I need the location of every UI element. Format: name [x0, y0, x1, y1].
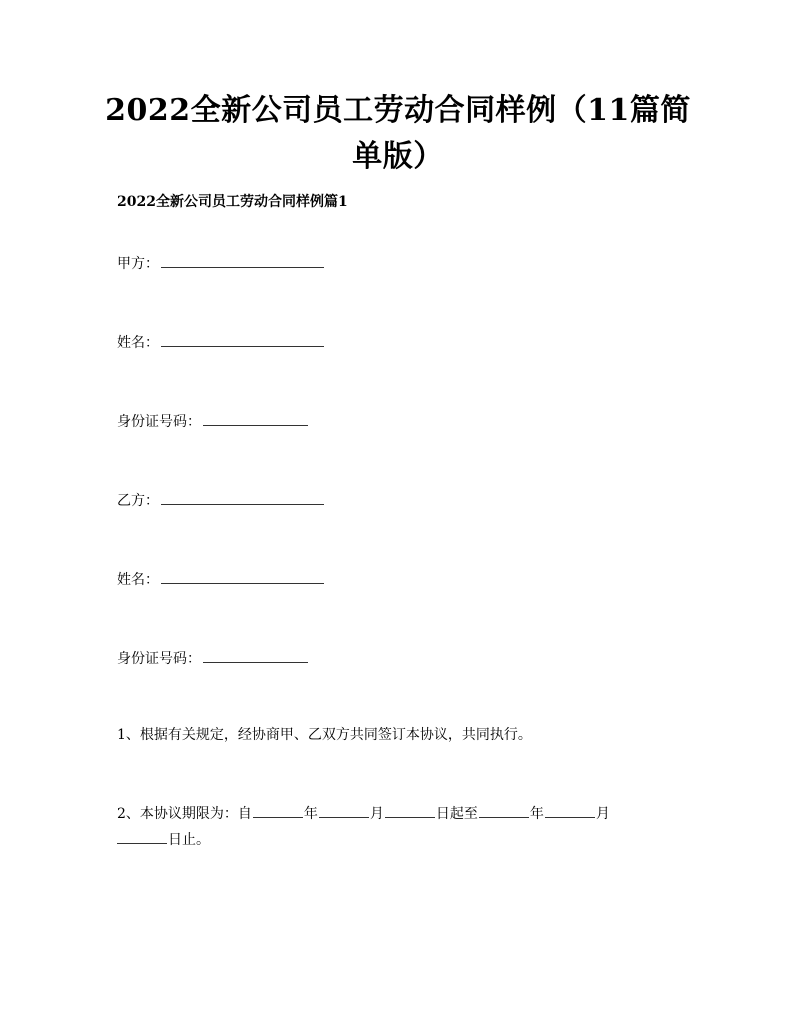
party-a-id-blank [203, 411, 308, 426]
party-a-id-field [117, 411, 308, 432]
end-year-blank [479, 803, 529, 818]
party-b-id-blank [203, 648, 308, 663]
clause-2-day-start: 日起至 [435, 806, 478, 822]
party-b-name-label: 姓名： [117, 572, 159, 588]
start-year-blank [253, 803, 303, 818]
clause-2 [117, 801, 677, 853]
party-b-label: 乙方： [117, 493, 159, 509]
clause-2-month-2: 月 [595, 806, 610, 822]
party-b-field [117, 490, 324, 511]
end-day-blank [117, 829, 167, 844]
start-day-blank [385, 803, 435, 818]
start-month-blank [319, 803, 369, 818]
party-a-name-blank [161, 332, 324, 347]
clause-2-day-end: 日止。 [168, 832, 210, 848]
party-b-blank [161, 490, 324, 505]
party-a-label: 甲方： [117, 256, 159, 272]
party-a-name-field [117, 332, 324, 353]
party-b-name-field [117, 569, 324, 590]
clause-2-year-1: 年 [303, 806, 318, 822]
clause-2-prefix: 2、本协议期限为：自 [117, 806, 252, 822]
document-title: 2022全新公司员工劳动合同样例（11篇简单版） [105, 93, 691, 174]
party-a-id-label: 身份证号码： [117, 414, 201, 430]
party-a-field [117, 253, 324, 274]
clause-1: 1、根据有关规定，经协商甲、乙双方共同签订本协议，共同执行。 [117, 727, 532, 743]
section-heading: 2022全新公司员工劳动合同样例篇1 [117, 194, 348, 210]
party-b-name-blank [161, 569, 324, 584]
party-b-id-field [117, 648, 308, 669]
end-month-blank [545, 803, 595, 818]
party-a-blank [161, 253, 324, 268]
clause-2-month-1: 月 [369, 806, 384, 822]
clause-2-year-2: 年 [529, 806, 544, 822]
party-b-id-label: 身份证号码： [117, 651, 201, 667]
party-a-name-label: 姓名： [117, 335, 159, 351]
